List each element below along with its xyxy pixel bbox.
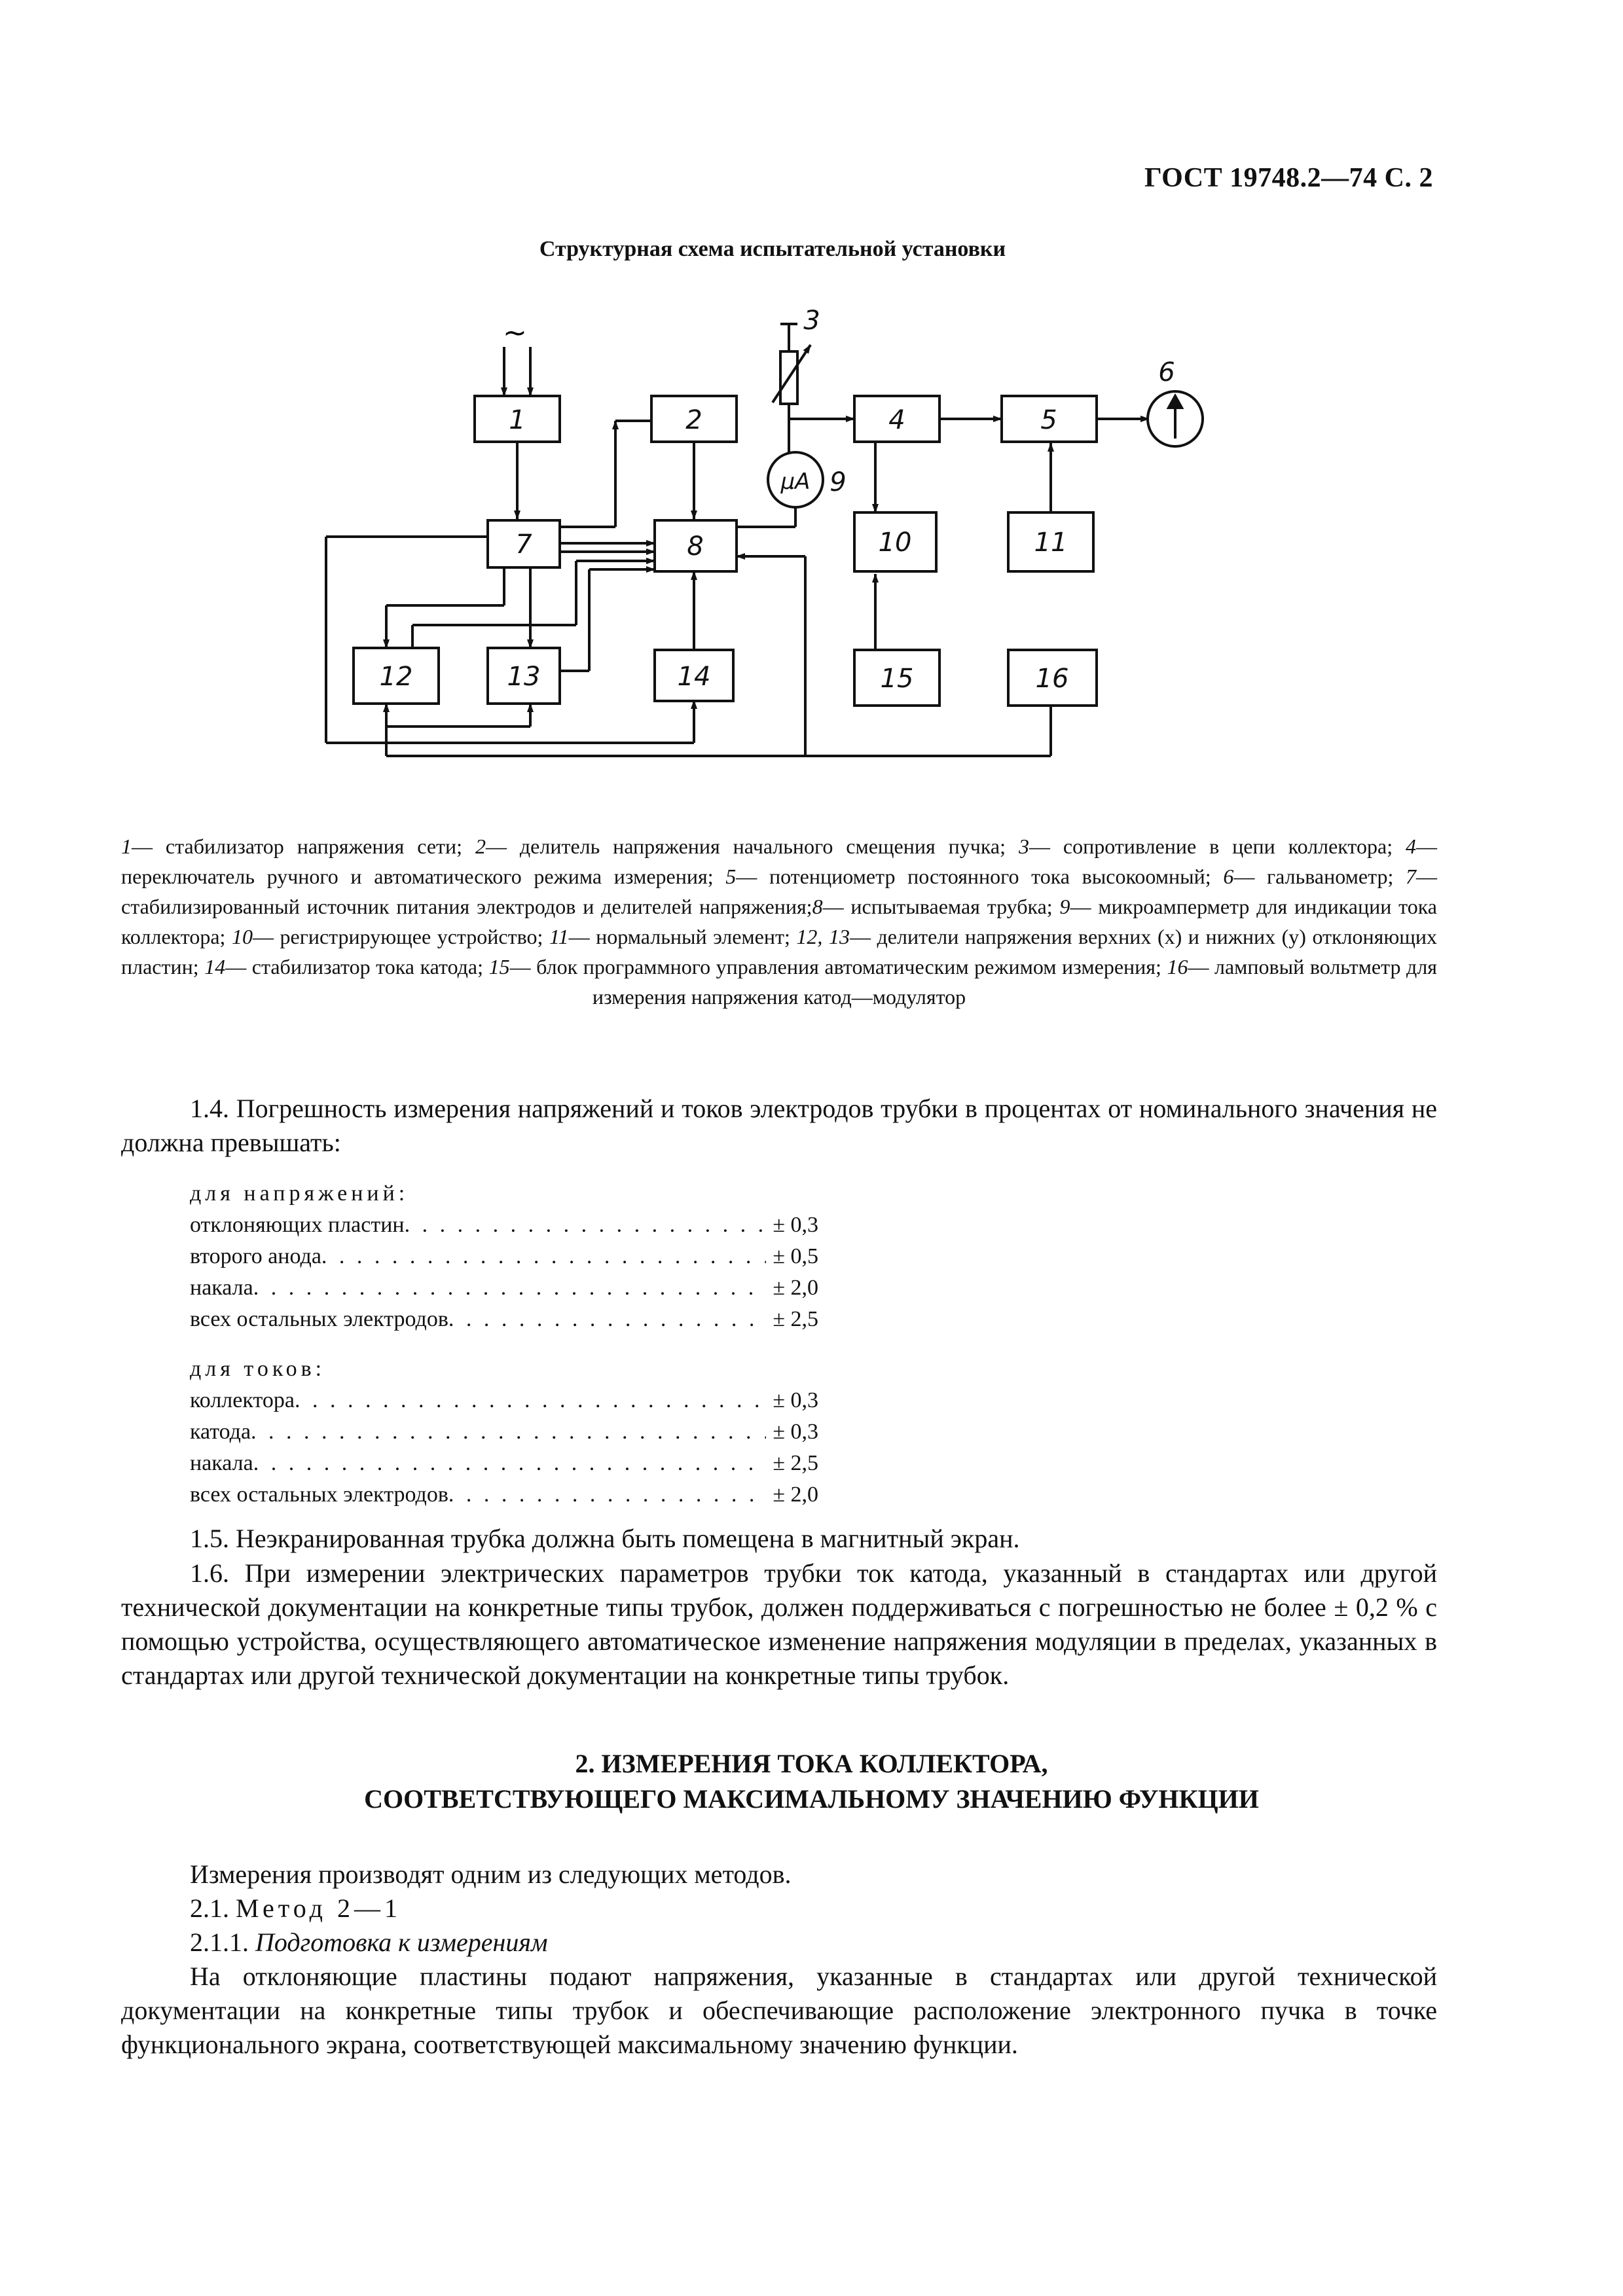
- block-11-label: 11: [1034, 528, 1068, 558]
- block-7-label: 7: [515, 529, 532, 560]
- legend-item-number: 4: [1406, 834, 1417, 858]
- tolerance-value: ± 0,5: [773, 1244, 818, 1268]
- paragraph-1-6: 1.6. При измерении электрических параметров трубки ток катода, указанный в стандартах или другой технической документации на конкретные типы трубок, должен поддерживаться с погрешностью не более ± 0,2 % с помощью устройства, осуществляющего автоматическое изменение напряжения модуляции в пределах, указанных в стандартах или другой технической документации на конкретные типы трубок.: [121, 1558, 1437, 1690]
- tolerance-value: ± 0,3: [773, 1388, 818, 1412]
- legend-item-text: — гальванометр;: [1233, 865, 1406, 888]
- tolerance-value: ± 2,5: [773, 1451, 818, 1475]
- tolerance-row: [190, 1479, 818, 1511]
- tolerance-row: [190, 1272, 818, 1304]
- subsection-title: Подготовка к измерениям: [255, 1928, 548, 1957]
- subsection-number: 2.1.1.: [190, 1928, 249, 1957]
- block-4-label: 4: [888, 405, 905, 435]
- legend-item-number: 9: [1059, 895, 1070, 918]
- legend-item-number: 6: [1223, 865, 1234, 888]
- diagram-legend: [121, 831, 1437, 1012]
- block-5-label: 5: [1040, 405, 1057, 435]
- tolerance-row: [190, 1210, 818, 1241]
- legend-item-number: 11: [549, 925, 569, 948]
- current-tolerances: [190, 1354, 818, 1511]
- section-2-title-line-1: 2. ИЗМЕРЕНИЯ ТОКА КОЛЛЕКТОРА,: [575, 1749, 1048, 1778]
- page-header: ГОСТ 19748.2—74 С. 2: [1144, 163, 1433, 193]
- microammeter-label: μA: [780, 469, 811, 495]
- tolerance-row: [190, 1448, 818, 1479]
- legend-item-text: — нормальный элемент;: [568, 925, 797, 948]
- legend-item-number: 16: [1167, 955, 1188, 978]
- block-12-label: 12: [379, 662, 413, 692]
- legend-item-number: 15: [488, 955, 510, 978]
- tolerance-value: ± 2,0: [773, 1276, 818, 1300]
- legend-item-text: — делитель напряжения начального смещения пучка;: [485, 834, 1019, 858]
- tolerance-value: ± 0,3: [773, 1213, 818, 1237]
- block-15-label: 15: [880, 664, 914, 694]
- paragraph-preparation: На отклоняющие пластины подают напряжения, указанные в стандартах или другой технической документации на конкретные типы трубок и обеспечивающие расположение электронного пучка в точке функционального экрана, соответствующей максимальному значению функции.: [121, 1962, 1437, 2059]
- legend-item-text: — стабилизатор напряжения сети;: [132, 834, 475, 858]
- dot-leader: [448, 1304, 766, 1335]
- microammeter-number: 9: [830, 467, 847, 497]
- legend-item-text: — испытываемая трубка;: [822, 895, 1060, 918]
- legend-item-number: 3: [1018, 834, 1029, 858]
- dot-leader: [251, 1416, 766, 1448]
- block-diagram: [314, 304, 1283, 815]
- legend-item-text: — регистрирующее устройство;: [252, 925, 549, 948]
- voltage-tolerances: [190, 1178, 818, 1335]
- paragraph-1-4: 1.4. Погрешность измерения напряжений и токов электродов трубки в процентах от номинального значения не должна превышать:: [121, 1094, 1437, 1157]
- tolerance-label: второго анода: [190, 1244, 321, 1268]
- section-2-intro: Измерения производят одним из следующих методов.: [190, 1859, 792, 1889]
- tolerance-label: накала: [190, 1276, 253, 1300]
- block-10-label: 10: [878, 528, 912, 558]
- legend-item-number: 1: [121, 834, 132, 858]
- legend-item-text: — блок программного управления автоматическим режимом измерения;: [509, 955, 1167, 978]
- block-13-label: 13: [507, 662, 541, 692]
- tolerance-label: накала: [190, 1451, 253, 1475]
- tolerance-label: всех остальных электродов: [190, 1307, 448, 1331]
- tolerance-value: ± 2,0: [773, 1482, 818, 1507]
- dot-leader: [321, 1241, 766, 1272]
- legend-item-number: 5: [725, 865, 737, 888]
- ac-source-symbol: ~: [503, 316, 527, 350]
- diagram-title: Структурная схема испытательной установки: [539, 237, 1006, 261]
- block-14-label: 14: [677, 662, 711, 692]
- tolerance-value: ± 2,5: [773, 1307, 818, 1331]
- tolerance-row: [190, 1385, 818, 1416]
- method-name: Метод 2—1: [236, 1893, 401, 1923]
- block-1-label: 1: [509, 405, 526, 435]
- legend-item-text: — ламповый вольтметр для измерения напряжения катод—модулятор: [592, 955, 1437, 1009]
- tolerance-label: катода: [190, 1420, 251, 1444]
- legend-item-number: 7: [1406, 865, 1417, 888]
- block-8-label: 8: [687, 531, 704, 562]
- method-number: 2.1.: [190, 1893, 229, 1923]
- dot-leader: [448, 1479, 766, 1511]
- legend-item-text: — сопротивление в цепи коллектора;: [1029, 834, 1406, 858]
- dot-leader: [253, 1448, 767, 1479]
- legend-item-number: 10: [231, 925, 253, 948]
- voltages-heading: для напряжений:: [190, 1181, 409, 1206]
- resistor-number: 3: [803, 306, 820, 336]
- legend-item-number: 2: [475, 834, 486, 858]
- tolerance-row: [190, 1304, 818, 1335]
- galvanometer-number: 6: [1158, 357, 1175, 387]
- dot-leader: [253, 1272, 767, 1304]
- legend-item-text: — потенциометр постоянного тока высокоомный;: [736, 865, 1224, 888]
- tolerance-label: коллектора: [190, 1388, 295, 1412]
- method-heading: [190, 1892, 401, 1926]
- dot-leader: [405, 1210, 767, 1241]
- tolerance-value: ± 0,3: [773, 1420, 818, 1444]
- subsection-heading: [190, 1926, 547, 1960]
- tolerance-row: [190, 1416, 818, 1448]
- legend-item-text: — делители напряжения верхних (x) и нижних (y) отклоняющих пластин;: [121, 925, 1438, 978]
- legend-item-number: 8: [812, 895, 823, 918]
- tolerance-label: отклоняющих пластин: [190, 1213, 405, 1237]
- legend-item-number: 12, 13: [796, 925, 850, 948]
- paragraph-1-5: 1.5. Неэкранированная трубка должна быть помещена в магнитный экран.: [190, 1524, 1020, 1553]
- currents-heading: для токов:: [190, 1357, 326, 1381]
- dot-leader: [295, 1385, 766, 1416]
- legend-item-text: — микроамперметр для индикации тока коллектора;: [121, 895, 1438, 948]
- block-2-label: 2: [685, 405, 702, 435]
- tolerance-row: [190, 1241, 818, 1272]
- tolerance-label: всех остальных электродов: [190, 1482, 448, 1507]
- legend-item-text: — переключатель ручного и автоматического режима измерения;: [121, 834, 1438, 888]
- legend-item-text: — стабилизированный источник питания электродов и делителей напряжения;: [121, 865, 1438, 918]
- block-16-label: 16: [1035, 664, 1069, 694]
- legend-item-text: — стабилизатор тока катода;: [225, 955, 489, 978]
- section-2-title-line-2: СООТВЕТСТВУЮЩЕГО МАКСИМАЛЬНОМУ ЗНАЧЕНИЮ ФУНКЦИИ: [364, 1784, 1259, 1814]
- legend-item-number: 14: [204, 955, 226, 978]
